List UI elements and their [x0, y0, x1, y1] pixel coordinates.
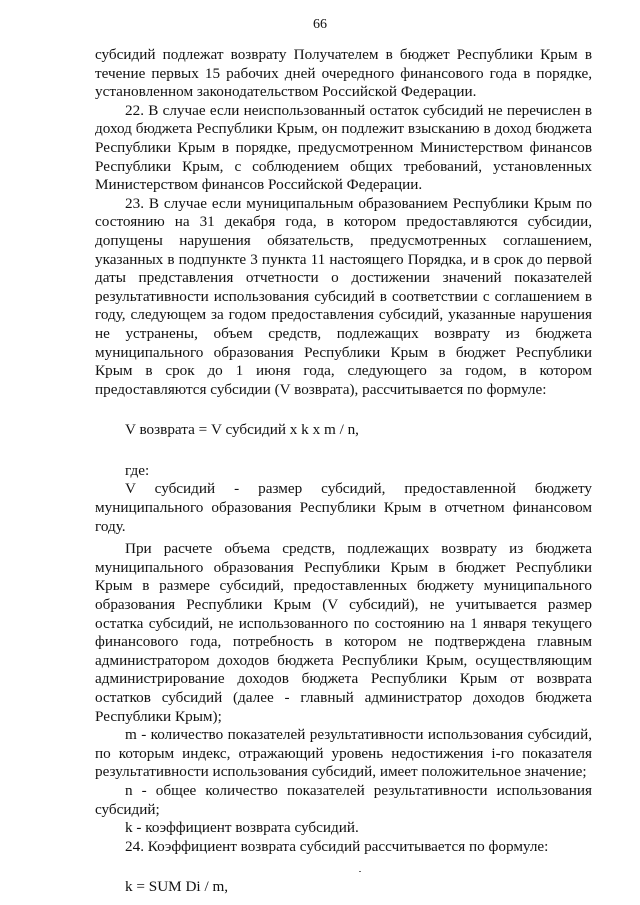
- definition-k: k - коэффициент возврата субсидий.: [125, 819, 359, 837]
- scan-speck: [359, 871, 361, 872]
- paragraph-22: 22. В случае если неиспользованный остаток субсидий не перечислен в доход бюджета Республики Крым, он подлежит взысканию в доход бюджета Республики Крым в порядке, предусмотренном Министерством финансов Республики Крым, с соблюдением общих требований, установленных Министерством финансов Российской Федерации.: [95, 101, 592, 194]
- document-body: [95, 46, 592, 897]
- paragraph-24: 24. Коэффициент возврата субсидий рассчитывается по формуле:: [125, 837, 549, 855]
- formula-k: k = SUM Di / m,: [125, 878, 229, 896]
- formula-v-return: V возврата = V субсидий x k x m / n,: [125, 421, 359, 439]
- where-label: где:: [125, 461, 150, 479]
- paragraph-calculation: При расчете объема средств, подлежащих возврату из бюджета муниципального образования Республики Крым в бюджет Республики Крым в размере субсидий, предоставленных бюджету муниципального образования Республики Крым (V субсидий), не учитывается размер остатка субсидий, не использованного по состоянию на 1 января текущего финансового года, потребность в котором не подтверждена главным администратором доходов бюджета Республики Крым, осуществляющим администрирование доходов бюджета Республики Крым от возврата остатков субсидий (далее - главный администратор доходов бюджета Республики Крым);: [95, 540, 592, 725]
- page-number: 66: [313, 17, 327, 32]
- definition-n: n - общее количество показателей результативности использования субсидий;: [95, 781, 592, 818]
- paragraph-23: 23. В случае если муниципальным образованием Республики Крым по состоянию на 31 декабря года, в котором предоставляются субсидии, допущены нарушения обязательств, предусмотренных соглашением, указанных в подпункте 3 пункта 11 настоящего Порядка, и в срок до первой даты представления отчетности о достижении значений показателей результативности использования субсидий в соответствии с соглашением в году, следующем за годом предоставления субсидий, указанные нарушения не устранены, объем средств, подлежащих возврату из бюджета муниципального образования Республики Крым в бюджет Республики Крым в срок до 1 июня года, следующего за годом, в котором предоставляются субсидии (V возврата), рассчитывается по формуле:: [95, 194, 592, 398]
- definition-m: m - количество показателей результативности использования субсидий, по которым индекс, отражающий уровень недостижения i-го показателя результативности использования субсидий, имеет положительное значение;: [95, 726, 592, 781]
- definition-v-subsidies: V субсидий - размер субсидий, предоставленной бюджету муниципального образования Республики Крым в отчетном финансовом году.: [95, 480, 592, 535]
- paragraph-continuation: субсидий подлежат возврату Получателем в бюджет Республики Крым в течение первых 15 рабочих дней очередного финансового года в порядке, установленном законодательством Российской Федерации.: [95, 46, 592, 101]
